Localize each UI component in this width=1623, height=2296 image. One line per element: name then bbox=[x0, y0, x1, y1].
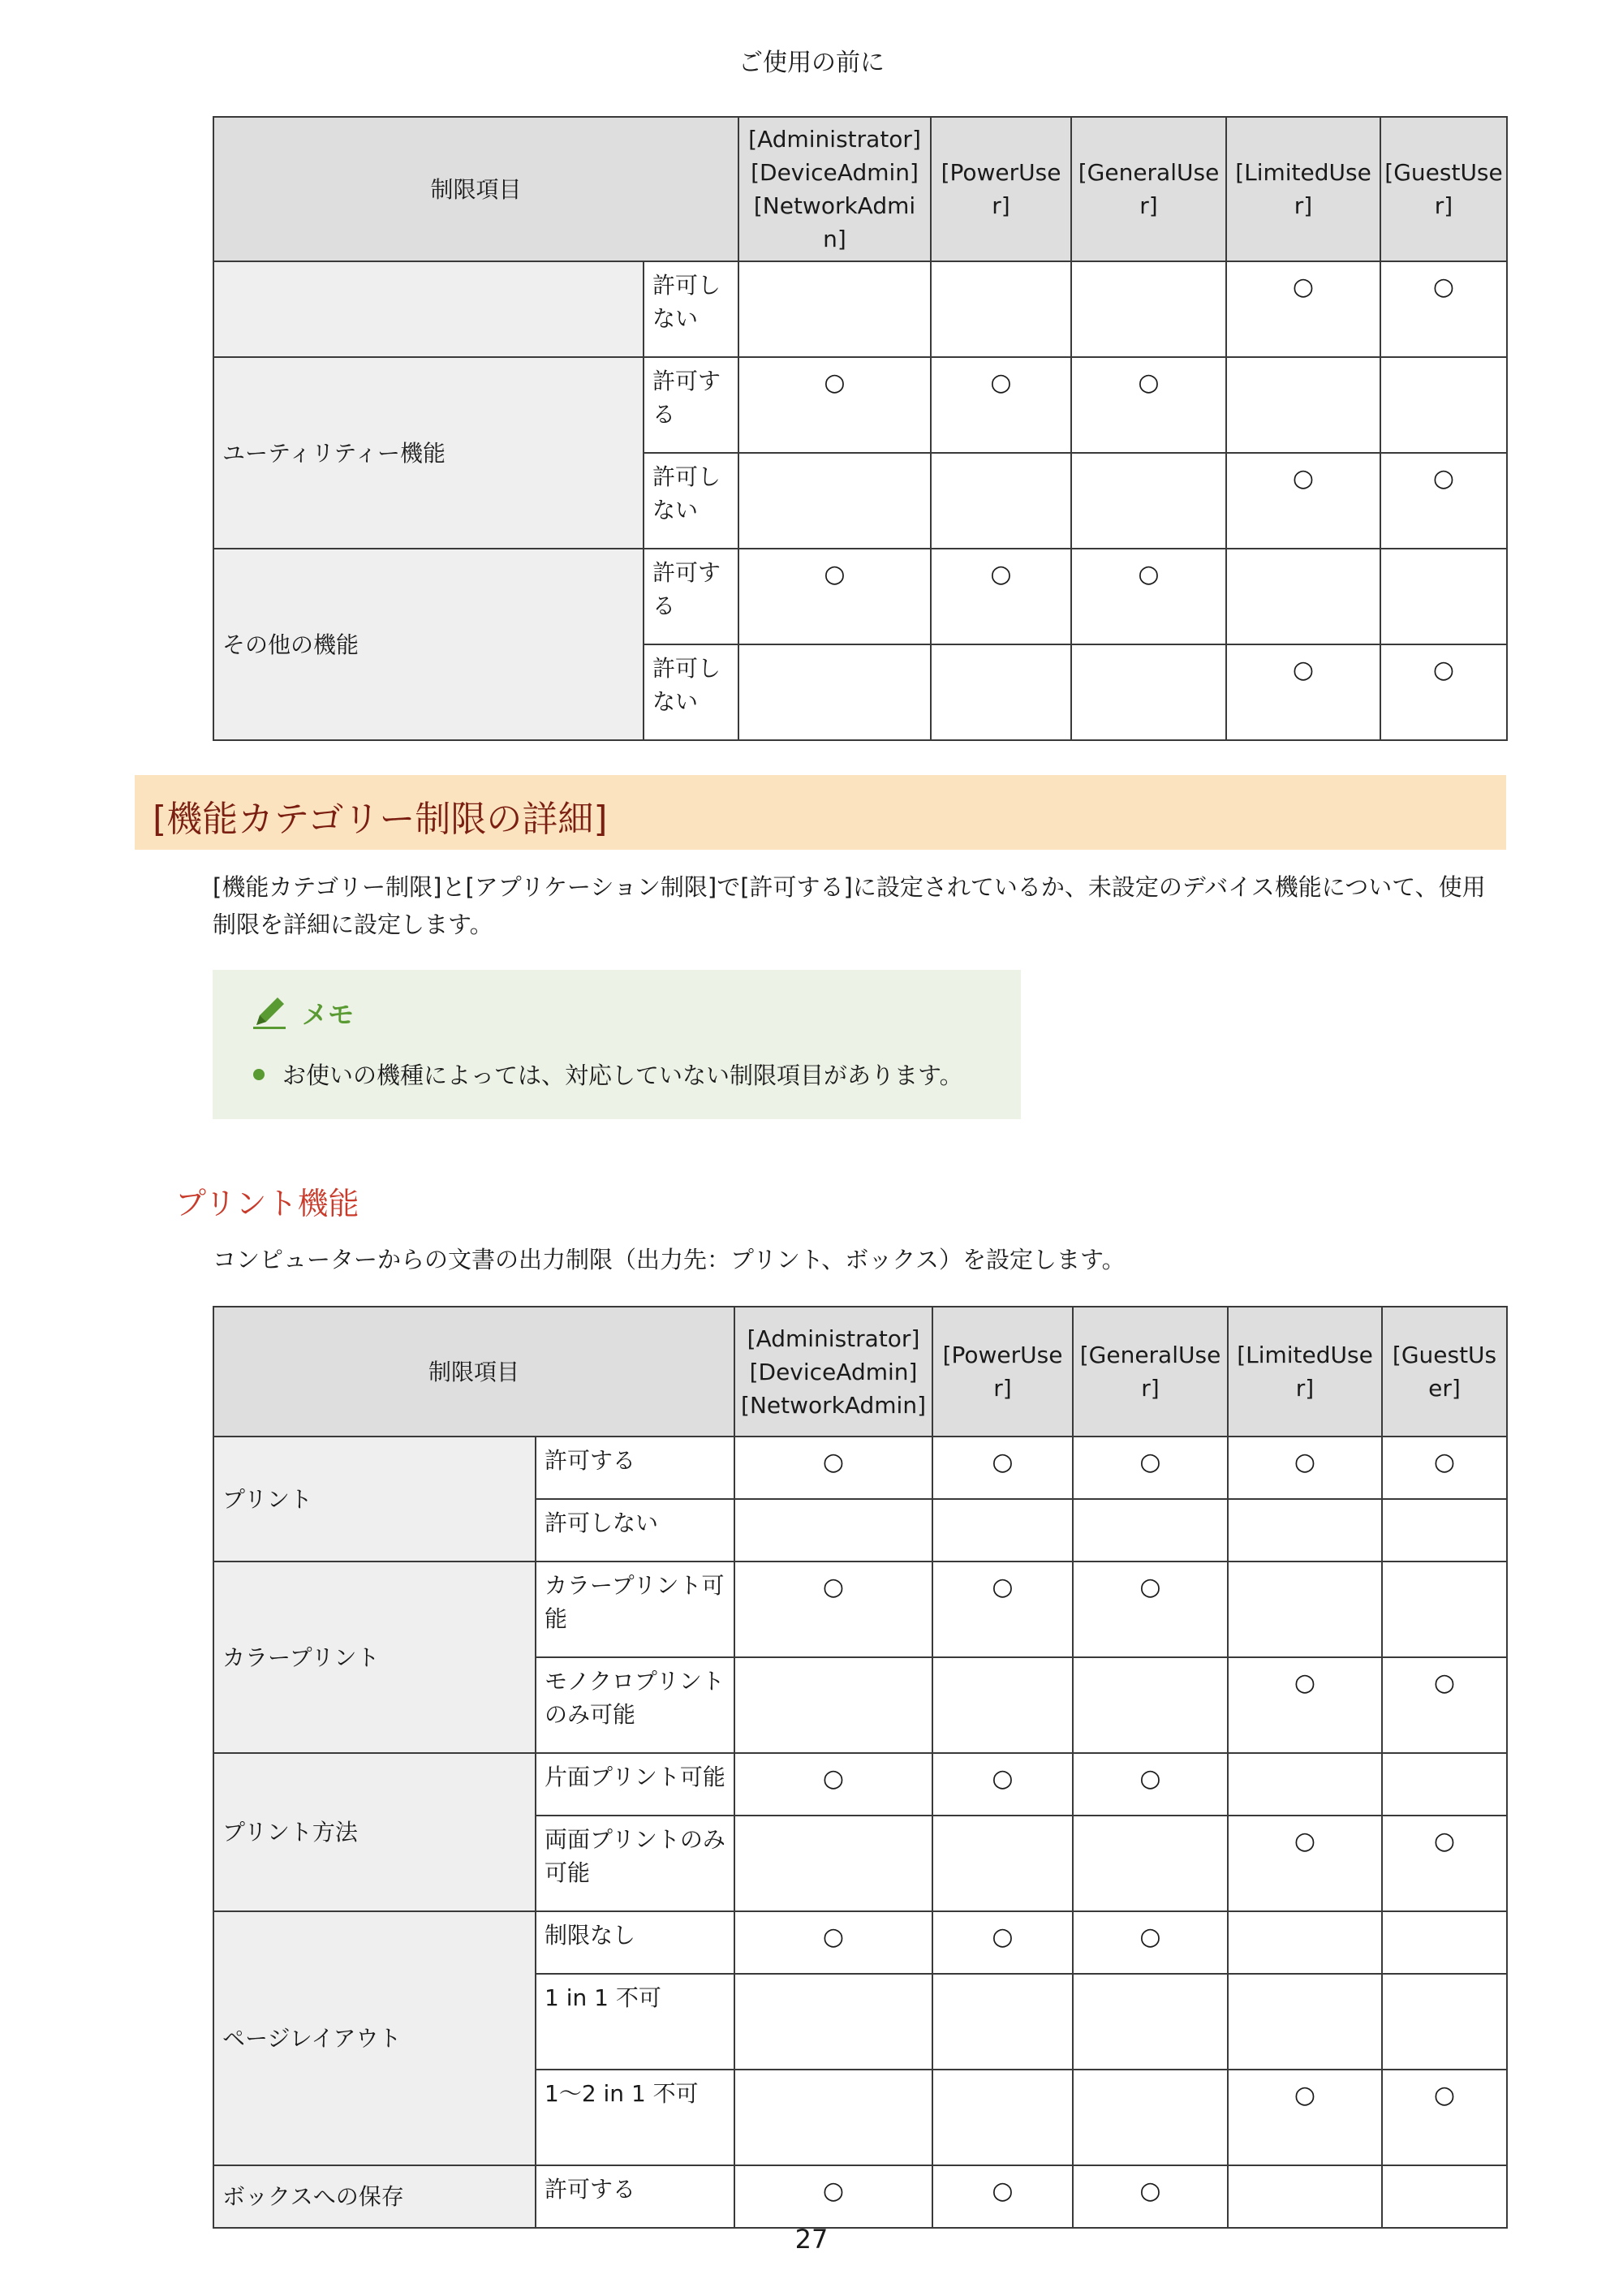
restriction-item-cell: ユーティリティー機能 bbox=[213, 357, 644, 549]
table-row bbox=[213, 261, 1507, 357]
memo-item: お使いの機種によっては、対応していない制限項目があります。 bbox=[282, 1062, 963, 1089]
table-row bbox=[213, 2165, 1507, 2228]
empty-cell bbox=[1228, 1499, 1382, 1562]
empty-cell bbox=[1380, 357, 1507, 453]
restriction-item-cell: ボックスへの保存 bbox=[213, 2165, 536, 2228]
allowed-mark-cell: ○ bbox=[1382, 2070, 1507, 2165]
empty-cell bbox=[734, 1499, 932, 1562]
table-row bbox=[213, 1437, 1507, 1499]
allowed-mark-cell: ○ bbox=[734, 1437, 932, 1499]
role-networkadmin: [NetworkAdmin] bbox=[741, 1391, 927, 1419]
allowed-mark-cell: ○ bbox=[1382, 1437, 1507, 1499]
restriction-setting-cell: 許可する bbox=[644, 357, 738, 453]
table-row bbox=[213, 357, 1507, 453]
allowed-mark-cell: ○ bbox=[1226, 261, 1380, 357]
role-deviceadmin: [DeviceAdmin] bbox=[749, 1358, 918, 1385]
empty-cell bbox=[1073, 1499, 1228, 1562]
allowed-mark-cell: ○ bbox=[1073, 1437, 1228, 1499]
page-header-title: ご使用の前に bbox=[738, 49, 885, 77]
allowed-mark-cell: ○ bbox=[932, 2165, 1073, 2228]
allowed-mark-cell: ○ bbox=[734, 2165, 932, 2228]
header-generaluser: [GeneralUser] bbox=[1071, 117, 1226, 261]
allowed-mark-cell: ○ bbox=[1380, 644, 1507, 740]
empty-cell bbox=[1228, 2165, 1382, 2228]
restriction-setting-cell: 許可しない bbox=[644, 644, 738, 740]
header-guestuser: [GuestUser] bbox=[1380, 117, 1507, 261]
restriction-setting-cell: モノクロプリントのみ可能 bbox=[536, 1657, 734, 1753]
empty-cell bbox=[1382, 1974, 1507, 2070]
allowed-mark-cell: ○ bbox=[932, 1753, 1073, 1816]
header-poweruser: [PowerUser] bbox=[932, 1307, 1073, 1437]
allowed-mark-cell: ○ bbox=[1228, 1816, 1382, 1911]
subsection-description: コンピューターからの文書の出力制限（出力先：プリント、ボックス）を設定します。 bbox=[213, 1246, 1126, 1273]
table-row bbox=[213, 1562, 1507, 1657]
table-body bbox=[213, 261, 1507, 740]
allowed-mark-cell: ○ bbox=[1382, 1657, 1507, 1753]
header-restriction-item: 制限項目 bbox=[213, 1307, 734, 1437]
section-description: [機能カテゴリー制限]と[アプリケーション制限]で[許可する]に設定されているか、未設定のデバイス機能について、使用制限を詳細に設定します。 bbox=[213, 873, 1486, 938]
restriction-setting-cell: 許可しない bbox=[644, 261, 738, 357]
restriction-setting-cell: 許可しない bbox=[536, 1499, 734, 1562]
header-limiteduser: [LimitedUser] bbox=[1228, 1307, 1382, 1437]
allowed-mark-cell: ○ bbox=[738, 549, 931, 644]
restriction-setting-cell: 許可する bbox=[536, 1437, 734, 1499]
allowed-mark-cell: ○ bbox=[1382, 1816, 1507, 1911]
allowed-mark-cell: ○ bbox=[1073, 1562, 1228, 1657]
allowed-mark-cell: ○ bbox=[1380, 261, 1507, 357]
allowed-mark-cell: ○ bbox=[734, 1911, 932, 1974]
allowed-mark-cell: ○ bbox=[734, 1562, 932, 1657]
permission-table-top bbox=[213, 116, 1508, 741]
empty-cell bbox=[738, 453, 931, 549]
empty-cell bbox=[1228, 1753, 1382, 1816]
empty-cell bbox=[1071, 644, 1226, 740]
restriction-setting-cell: 1〜2 in 1 不可 bbox=[536, 2070, 734, 2165]
allowed-mark-cell: ○ bbox=[1071, 357, 1226, 453]
table-body bbox=[213, 1437, 1507, 2228]
permission-table-print bbox=[213, 1306, 1508, 2229]
allowed-mark-cell: ○ bbox=[1226, 453, 1380, 549]
empty-cell bbox=[1228, 1911, 1382, 1974]
role-networkadmin: [NetworkAdmin] bbox=[753, 192, 916, 252]
empty-cell bbox=[932, 1974, 1073, 2070]
header-admin-roles bbox=[738, 117, 931, 261]
allowed-mark-cell: ○ bbox=[1380, 453, 1507, 549]
allowed-mark-cell: ○ bbox=[1073, 1911, 1228, 1974]
empty-cell bbox=[1382, 2165, 1507, 2228]
header-admin-roles bbox=[734, 1307, 932, 1437]
empty-cell bbox=[1382, 1753, 1507, 1816]
restriction-item-cell: ページレイアウト bbox=[213, 1911, 536, 2165]
empty-cell bbox=[734, 1816, 932, 1911]
empty-cell bbox=[1073, 1816, 1228, 1911]
allowed-mark-cell: ○ bbox=[931, 357, 1071, 453]
allowed-mark-cell: ○ bbox=[1228, 1437, 1382, 1499]
restriction-item-cell: その他の機能 bbox=[213, 549, 644, 740]
allowed-mark-cell: ○ bbox=[1073, 2165, 1228, 2228]
empty-cell bbox=[738, 644, 931, 740]
allowed-mark-cell: ○ bbox=[932, 1437, 1073, 1499]
allowed-mark-cell: ○ bbox=[734, 1753, 932, 1816]
restriction-setting-cell: 両面プリントのみ可能 bbox=[536, 1816, 734, 1911]
header-guestuser: [GuestUser] bbox=[1382, 1307, 1507, 1437]
table-row bbox=[213, 1911, 1507, 1974]
header-limiteduser: [LimitedUser] bbox=[1226, 117, 1380, 261]
restriction-item-cell: カラープリント bbox=[213, 1562, 536, 1753]
role-deviceadmin: [DeviceAdmin] bbox=[751, 159, 919, 186]
allowed-mark-cell: ○ bbox=[1073, 1753, 1228, 1816]
allowed-mark-cell: ○ bbox=[1228, 2070, 1382, 2165]
empty-cell bbox=[734, 1974, 932, 2070]
role-administrator: [Administrator] bbox=[748, 126, 921, 153]
empty-cell bbox=[1382, 1499, 1507, 1562]
empty-cell bbox=[1071, 261, 1226, 357]
empty-cell bbox=[932, 1657, 1073, 1753]
memo-box bbox=[213, 970, 1021, 1119]
empty-cell bbox=[1226, 357, 1380, 453]
allowed-mark-cell: ○ bbox=[1228, 1657, 1382, 1753]
empty-cell bbox=[1073, 1657, 1228, 1753]
empty-cell bbox=[1228, 1974, 1382, 2070]
restriction-setting-cell: 制限なし bbox=[536, 1911, 734, 1974]
empty-cell bbox=[1382, 1911, 1507, 1974]
table-row bbox=[213, 549, 1507, 644]
table-row bbox=[213, 1753, 1507, 1816]
restriction-setting-cell: カラープリント可能 bbox=[536, 1562, 734, 1657]
empty-cell bbox=[932, 2070, 1073, 2165]
empty-cell bbox=[1228, 1562, 1382, 1657]
restriction-setting-cell: 片面プリント可能 bbox=[536, 1753, 734, 1816]
allowed-mark-cell: ○ bbox=[932, 1911, 1073, 1974]
subsection-heading: プリント機能 bbox=[175, 1186, 359, 1221]
role-administrator: [Administrator] bbox=[747, 1325, 920, 1352]
pencil-icon bbox=[250, 991, 291, 1032]
restriction-setting-cell: 許可する bbox=[536, 2165, 734, 2228]
empty-cell bbox=[734, 1657, 932, 1753]
empty-cell bbox=[1226, 549, 1380, 644]
restriction-setting-cell: 1 in 1 不可 bbox=[536, 1974, 734, 2070]
allowed-mark-cell: ○ bbox=[1071, 549, 1226, 644]
restriction-setting-cell: 許可しない bbox=[644, 453, 738, 549]
header-generaluser: [GeneralUser] bbox=[1073, 1307, 1228, 1437]
empty-cell bbox=[1380, 549, 1507, 644]
empty-cell bbox=[734, 2070, 932, 2165]
empty-cell bbox=[1073, 1974, 1228, 2070]
header-restriction-item: 制限項目 bbox=[213, 117, 738, 261]
restriction-item-cell: プリント bbox=[213, 1437, 536, 1562]
empty-cell bbox=[931, 644, 1071, 740]
page-number: 27 bbox=[794, 2224, 829, 2255]
restriction-item-cell: プリント方法 bbox=[213, 1753, 536, 1911]
allowed-mark-cell: ○ bbox=[1226, 644, 1380, 740]
empty-cell bbox=[1382, 1562, 1507, 1657]
bullet-icon bbox=[253, 1069, 265, 1080]
empty-cell bbox=[932, 1499, 1073, 1562]
empty-cell bbox=[1071, 453, 1226, 549]
section-heading: [機能カテゴリー制限の詳細] bbox=[135, 775, 1506, 850]
memo-title: メモ bbox=[302, 999, 355, 1030]
restriction-setting-cell: 許可する bbox=[644, 549, 738, 644]
empty-cell bbox=[932, 1816, 1073, 1911]
allowed-mark-cell: ○ bbox=[932, 1562, 1073, 1657]
allowed-mark-cell: ○ bbox=[931, 549, 1071, 644]
empty-cell bbox=[931, 261, 1071, 357]
restriction-item-cell bbox=[213, 261, 644, 357]
empty-cell bbox=[738, 261, 931, 357]
empty-cell bbox=[1073, 2070, 1228, 2165]
allowed-mark-cell: ○ bbox=[738, 357, 931, 453]
empty-cell bbox=[931, 453, 1071, 549]
header-poweruser: [PowerUser] bbox=[931, 117, 1071, 261]
